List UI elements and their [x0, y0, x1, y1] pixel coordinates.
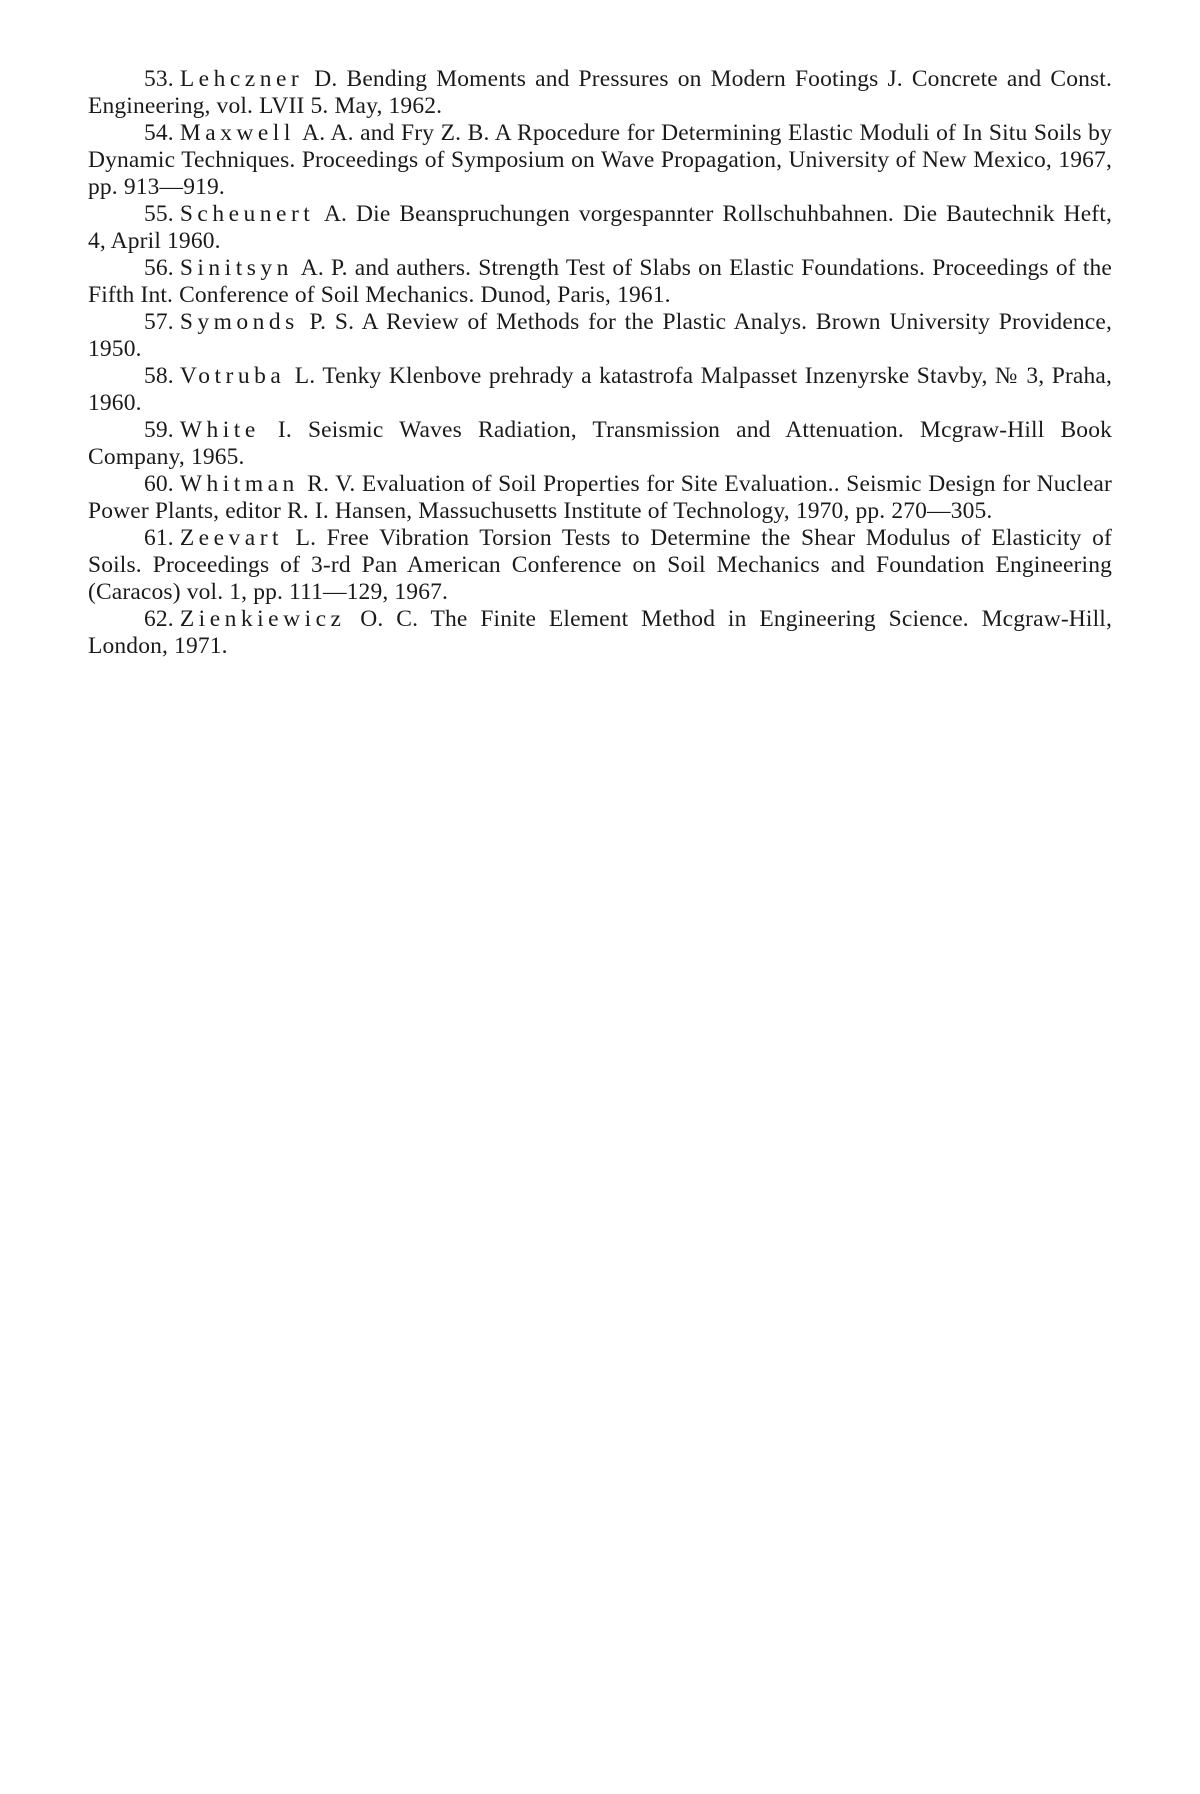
- reference-author: Scheunert: [179, 201, 315, 227]
- reference-author: Maxwell: [179, 120, 295, 146]
- reference-entry-55: [88, 201, 1112, 255]
- reference-text: R. V. Evaluation of Soil Properties for Site Evaluation.. Seismic Design for Nuclear Power Plants, editor R. I. Hansen, Massuchusetts Institute of Technology, 1970, pp. 270—305.: [88, 471, 1112, 524]
- reference-text: L. Free Vibration Torsion Tests to Determine the Shear Modulus of Elasticity of Soils. Proceedings of 3-rd Pan American Conference on Soil Mechanics and Foundation Engineering (Caracos) vol. 1, pp. 111—129, 1967.: [88, 525, 1112, 605]
- reference-text: A. P. and authers. Strength Test of Slabs on Elastic Foundations. Proceedings of the Fifth Int. Conference of Soil Mechanics. Dunod, Paris, 1961.: [88, 255, 1112, 308]
- reference-author: White: [179, 417, 260, 443]
- reference-text: P. S. A Review of Methods for the Plastic Analys. Brown University Providence, 1950.: [88, 309, 1112, 362]
- reference-number: 57.: [144, 309, 174, 335]
- reference-number: 54.: [144, 120, 174, 146]
- reference-entry-56: [88, 255, 1112, 309]
- reference-author: Symonds: [179, 309, 299, 335]
- reference-author: Zeevart: [179, 525, 284, 551]
- reference-entry-60: [88, 471, 1112, 525]
- reference-author: Whitman: [179, 471, 299, 497]
- reference-list: [88, 66, 1112, 660]
- reference-entry-57: [88, 309, 1112, 363]
- reference-entry-62: [88, 606, 1112, 660]
- reference-entry-59: [88, 417, 1112, 471]
- reference-text: A. Die Beanspruchungen vorgespannter Rollschuhbahnen. Die Bautechnik Heft, 4, April 1960.: [88, 201, 1112, 254]
- reference-number: 61.: [144, 525, 174, 551]
- reference-text: L. Tenky Klenbove prehrady a katastrofa Malpasset Inzenyrske Stavby, № 3, Praha, 1960.: [88, 363, 1113, 416]
- reference-number: 53.: [144, 66, 174, 92]
- reference-text: D. Bending Moments and Pressures on Modern Footings J. Concrete and Const. Engineering, vol. LVII 5. May, 1962.: [88, 66, 1112, 119]
- reference-entry-53: [88, 66, 1112, 120]
- reference-author: Sinitsyn: [179, 255, 293, 281]
- reference-author: Lehczner: [179, 66, 304, 92]
- reference-text: I. Seismic Waves Radiation, Transmission and Attenuation. Mcgraw-Hill Book Company, 1965.: [88, 417, 1112, 470]
- reference-number: 62.: [144, 606, 174, 632]
- reference-number: 56.: [144, 255, 174, 281]
- reference-entry-58: [88, 363, 1112, 417]
- reference-entry-54: [88, 120, 1112, 201]
- reference-text: A. A. and Fry Z. B. A Rpocedure for Determining Elastic Moduli of In Situ Soils by Dynamic Techniques. Proceedings of Symposium on Wave Propagation, University of New Mexico, 1967, pp. 913—919.: [88, 120, 1112, 200]
- reference-author: Zienkiewicz: [179, 606, 346, 632]
- reference-number: 58.: [144, 363, 174, 389]
- reference-entry-61: [88, 525, 1112, 606]
- reference-text: O. C. The Finite Element Method in Engineering Science. Mcgraw-Hill, London, 1971.: [88, 606, 1112, 659]
- reference-number: 60.: [144, 471, 174, 497]
- reference-number: 55.: [144, 201, 174, 227]
- reference-number: 59.: [144, 417, 174, 443]
- reference-author: Votruba: [179, 363, 286, 389]
